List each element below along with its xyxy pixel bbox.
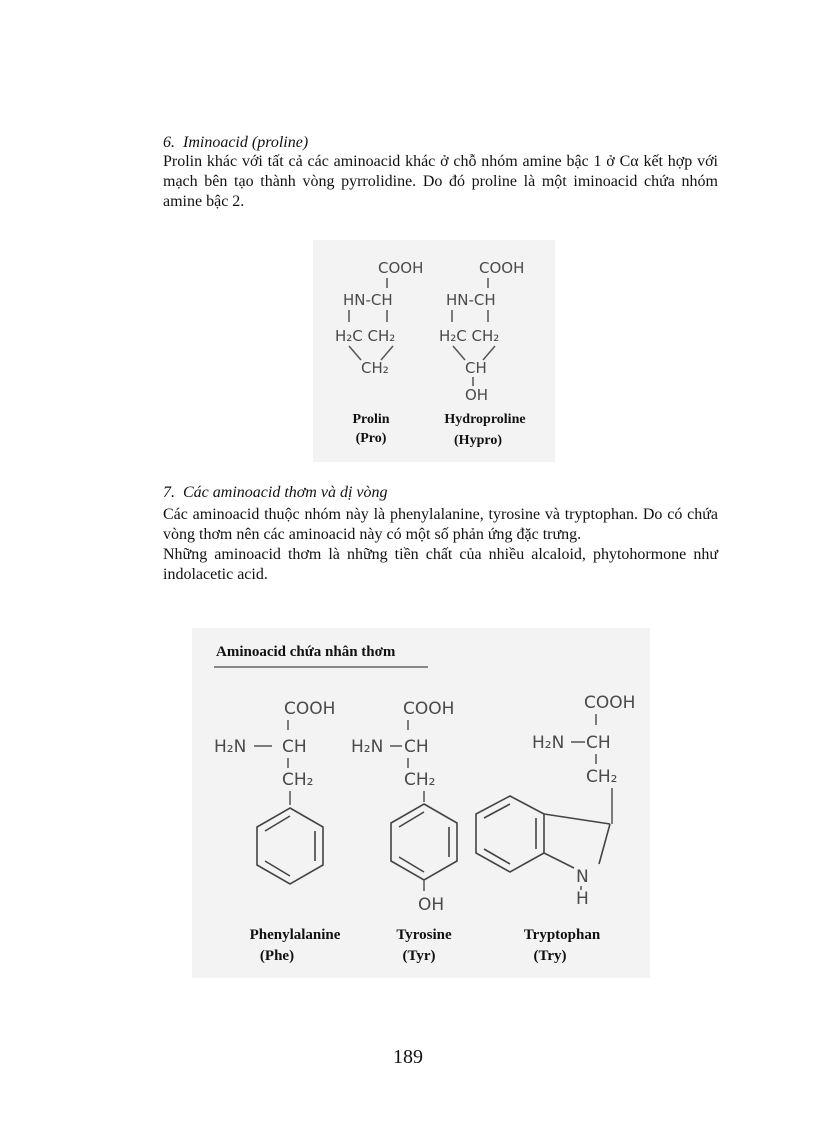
section-7-body [163,505,718,585]
phenylalanine-structure [214,699,341,964]
section-7-paragraph-2: Những aminoacid thơm là những tiền chất của nhiều alcaloid, phytohormone như indolacetic acid. [163,546,718,583]
prolin-hn-ch: HN-CH [343,291,393,309]
section-6-heading: 6. Iminoacid (proline) [163,134,309,151]
prolin-bottom-ch2: CH₂ [361,359,389,377]
hydroproline-h2c-ch2: H₂C CH₂ [439,327,500,345]
try-h: H [576,889,589,909]
hydroproline-abbr: (Hypro) [454,433,502,448]
tyr-ch: CH [404,737,429,757]
aromatic-structures [192,628,650,978]
hydroproline-oh: OH [465,386,489,404]
aromatic-aminoacid-figure [192,628,650,978]
try-ch: CH [586,733,611,753]
phe-ch: CH [282,737,307,757]
section-6-paragraph: Prolin khác với tất cả các aminoacid khác ở chỗ nhóm amine bậc 1 ở Cα kết hợp với mạch bên tạo thành vòng pyrrolidine. Do đó proline là một iminoacid chứa nhóm amine bậc 2. [163,153,718,210]
prolin-h2c-ch2: H₂C CH₂ [335,327,396,345]
phe-ch2: CH₂ [282,770,314,790]
phe-name: Phenylalanine [249,927,341,943]
tryptophan-structure [476,693,635,964]
section-7-paragraph-1: Các aminoacid thuộc nhóm này là phenylalanine, tyrosine và tryptophan. Do có chứa vòng thơm nên các aminoacid này có một số phản ứng đặc trưng. [163,506,718,543]
hydroproline-name: Hydroproline [444,412,526,427]
prolin-cooh: COOH [378,259,424,277]
proline-structures [313,240,555,462]
prolin-name: Prolin [352,412,390,427]
phe-cooh: COOH [284,699,336,719]
phe-h2n: H₂N [214,737,247,757]
figure-title: Aminoacid chứa nhân thơm [216,644,396,660]
hydroproline-ch: CH [465,359,487,377]
tyr-oh: OH [418,895,445,915]
hydroproline-hn-ch: HN-CH [446,291,496,309]
try-ch2: CH₂ [586,767,618,787]
prolin-structure [335,259,423,446]
proline-figure [313,240,555,462]
tyr-name: Tyrosine [396,927,452,943]
tyrosine-structure [351,699,457,964]
section-7-heading: 7. Các aminoacid thơm và dị vòng [163,484,388,501]
page-number: 189 [393,1046,423,1068]
try-n: N [576,867,589,887]
try-abbr: (Try) [533,948,567,964]
tyr-cooh: COOH [403,699,455,719]
phe-abbr: (Phe) [259,948,295,964]
hydroproline-cooh: COOH [479,259,525,277]
try-h2n: H₂N [532,733,565,753]
section-6-body [163,152,718,212]
tyr-ch2: CH₂ [404,770,436,790]
tyr-abbr: (Tyr) [402,948,436,964]
hydroproline-structure [439,259,526,448]
tyr-h2n: H₂N [351,737,384,757]
try-name: Tryptophan [523,927,601,943]
try-cooh: COOH [584,693,636,713]
prolin-abbr: (Pro) [355,431,387,446]
